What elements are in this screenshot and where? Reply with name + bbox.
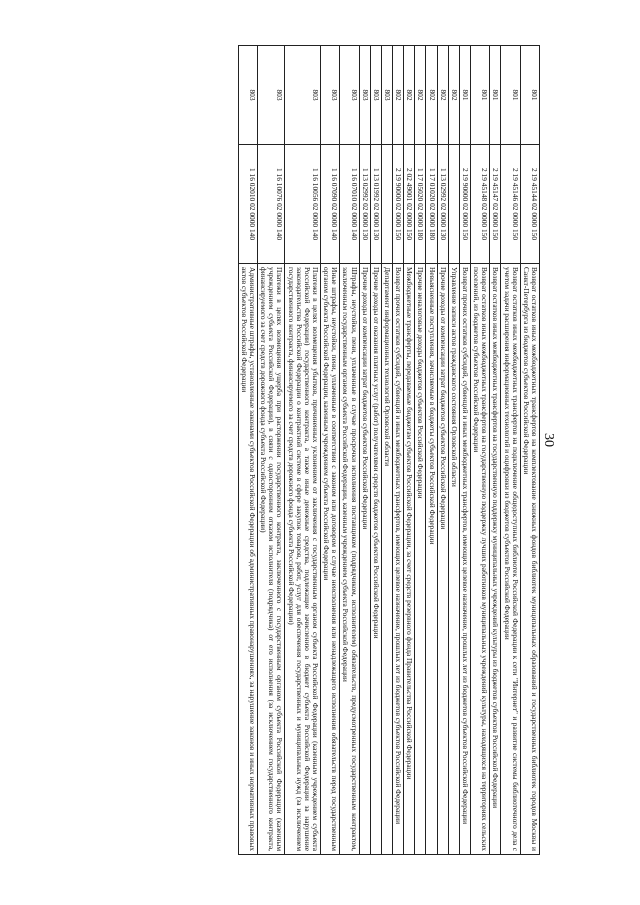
budget-code-cell: 2 19 45146 02 0000 150 — [501, 145, 520, 264]
page-number: 30 — [541, 433, 556, 447]
admin-code-cell: 802 — [437, 46, 448, 145]
description-cell: Возврат прочих остатков субсидий, субвенций и иных межбюджетных трансфертов, имеющих целевое назначение, прошлых лет из бюджетов субъектов Российской Федерации — [393, 264, 404, 855]
table-row — [381, 46, 392, 855]
description-cell: Прочие доходы от компенсации затрат бюджетов субъектов Российской Федерации — [359, 264, 370, 855]
admin-code-cell: 802 — [393, 46, 404, 145]
table-row — [501, 46, 520, 855]
description-cell: Прочие доходы от оказания платных услуг (работ) получателями средств бюджетов субъектов Российской Федерации — [370, 264, 381, 855]
admin-code-cell: 803 — [258, 46, 285, 145]
description-cell: Возврат остатков иных межбюджетных трансфертов на комплектование книжных фондов библиотек муниципальных образований и государственных библиотек городов Москвы и Санкт-Петербурга из бюджетов субъектов Российской Федерации — [520, 264, 539, 855]
table-wrapper — [60, 45, 540, 855]
budget-code-cell: 2 19 90000 02 0000 150 — [459, 145, 470, 264]
description-cell: Иные штрафы, неустойки, пени, уплаченные в соответствии с законом или договором в случае неисполнения или ненадлежащего исполнения обязательств перед государственным органом субъекта Российской Федерации, казенным учреждением субъекта Российской Федерации — [321, 264, 340, 855]
budget-code-cell: 1 16 02010 02 0000 140 — [238, 145, 257, 264]
table-row — [340, 46, 359, 855]
table-row — [415, 46, 426, 855]
budget-code-cell: 1 17 01020 02 0000 180 — [426, 145, 437, 264]
admin-code-cell: 801 — [490, 46, 501, 145]
table-row — [370, 46, 381, 855]
admin-code-cell: 801 — [520, 46, 539, 145]
budget-code-cell: 1 13 02992 02 0000 130 — [359, 145, 370, 264]
admin-code-cell: 803 — [321, 46, 340, 145]
budget-code-cell: 1 16 10056 02 0000 140 — [285, 145, 321, 264]
description-cell: Возврат прочих остатков субсидий, субвенций и иных межбюджетных трансфертов, имеющих целевое назначение, прошлых лет из бюджетов субъектов Российской Федерации — [459, 264, 470, 855]
table-row — [258, 46, 285, 855]
table-body — [238, 46, 539, 855]
description-cell: Невыясненные поступления, зачисляемые в бюджеты субъектов Российской Федерации — [426, 264, 437, 855]
table-row — [471, 46, 490, 855]
admin-code-cell: 802 — [404, 46, 415, 145]
budget-code-cell: 2 19 45148 02 0000 150 — [471, 145, 490, 264]
description-cell: Межбюджетные трансферты, передаваемые бюджетам субъектов Российской Федерации, за счет средств резервного фонда Правительства Российской Федерации — [404, 264, 415, 855]
admin-code-cell: 802 — [426, 46, 437, 145]
description-cell: Штрафы, неустойки, пени, уплаченные в случае просрочки исполнения поставщиком (подрядчиком, исполнителем) обязательств, предусмотренных государственным контрактом, заключенным государственным органом субъекта Российской Федерации, казенным учреждением субъекта Российской Федерации — [340, 264, 359, 855]
description-cell: Платежи в целях возмещения убытков, причиненных уклонением от заключения с государственным органом субъекта Российской Федерации (казенным учреждением субъекта Российской Федерации) государственного контракта, а также иные денежные средства, подлежащие зачислению в бюджет субъекта Российской Федерации за нарушение законодательства Российской Федерации о контрактной системе в сфере закупок товаров, работ, услуг для обеспечения государственных и муниципальных нужд (за исключением государственного контракта, финансируемого за счет средств дорожного фонда субъекта Российской Федерации) — [285, 264, 321, 855]
table-row — [459, 46, 470, 855]
description-cell: Прочие неналоговые доходы бюджетов субъектов Российской Федерации — [415, 264, 426, 855]
admin-code-cell: 803 — [238, 46, 257, 145]
admin-code-cell: 803 — [340, 46, 359, 145]
table-row — [238, 46, 257, 855]
table-row — [285, 46, 321, 855]
admin-code-cell: 801 — [501, 46, 520, 145]
description-cell: Платежи в целях возмещения ущерба при расторжении государственного контракта, заключенного с государственным органом субъекта Российской Федерации (казенным учреждением субъекта Российской Федерации), в связи с односторонним отказом исполнителя (подрядчика) от его исполнения (за исключением государственного контракта, финансируемого за счет средств дорожного фонда субъекта Российской Федерации) — [258, 264, 285, 855]
budget-code-cell — [448, 145, 459, 264]
description-cell: Возврат остатков иных межбюджетных трансфертов на государственную поддержку лучших работников муниципальных учреждений культуры, находящихся на территориях сельских поселений, из бюджетов субъектов Российской Федерации — [471, 264, 490, 855]
budget-code-cell: 2 19 45147 02 0000 150 — [490, 145, 501, 264]
table-row — [490, 46, 501, 855]
budget-code-cell: 1 16 07010 02 0000 140 — [340, 145, 359, 264]
description-cell: Возврат остатков иных межбюджетных трансфертов на подключение общедоступных библиотек Российской Федерации к сети "Интернет" и развитие системы библиотечного дела с учетом задачи расширения информационных технологий и оцифровки из бюджетов субъектов Российской Федерации — [501, 264, 520, 855]
budget-code-cell: 1 16 10076 02 0000 140 — [258, 145, 285, 264]
table-row — [359, 46, 370, 855]
description-cell: Возврат остатков иных межбюджетных трансфертов на государственную поддержку муниципальных учреждений культуры из бюджетов субъектов Российской Федерации — [490, 264, 501, 855]
admin-code-cell: 803 — [285, 46, 321, 145]
table-row — [393, 46, 404, 855]
admin-code-cell: 801 — [459, 46, 470, 145]
budget-code-cell: 1 17 05020 02 0000 180 — [415, 145, 426, 264]
budget-code-cell — [381, 145, 392, 264]
table-row — [448, 46, 459, 855]
admin-code-cell: 803 — [381, 46, 392, 145]
description-cell: Департамент информационных технологий Орловской области — [381, 264, 392, 855]
admin-code-cell: 803 — [359, 46, 370, 145]
admin-code-cell: 802 — [448, 46, 459, 145]
table-row — [321, 46, 340, 855]
budget-code-cell: 1 16 07090 02 0000 140 — [321, 145, 340, 264]
table-row — [404, 46, 415, 855]
description-cell: Прочие доходы от компенсации затрат бюджетов субъектов Российской Федерации — [437, 264, 448, 855]
admin-code-cell: 802 — [415, 46, 426, 145]
budget-code-cell: 1 13 01992 02 0000 130 — [370, 145, 381, 264]
table-row — [426, 46, 437, 855]
description-cell: Административные штрафы, установленные законами субъектов Российской Федерации об административных правонарушениях, за нарушение законов и иных нормативных правовых актов субъектов Российской Федерации — [238, 264, 257, 855]
table-row — [520, 46, 539, 855]
budget-code-cell: 2 19 90000 02 0000 150 — [393, 145, 404, 264]
table-row — [437, 46, 448, 855]
admin-code-cell: 803 — [370, 46, 381, 145]
budget-code-cell: 2 19 45144 02 0000 150 — [520, 145, 539, 264]
budget-code-cell: 1 13 02992 02 0000 130 — [437, 145, 448, 264]
admin-code-cell: 801 — [471, 46, 490, 145]
description-cell: Управление записи актов гражданского состояния Орловской области — [448, 264, 459, 855]
revenue-classification-table — [238, 45, 540, 855]
budget-code-cell: 2 02 49001 02 0000 150 — [404, 145, 415, 264]
